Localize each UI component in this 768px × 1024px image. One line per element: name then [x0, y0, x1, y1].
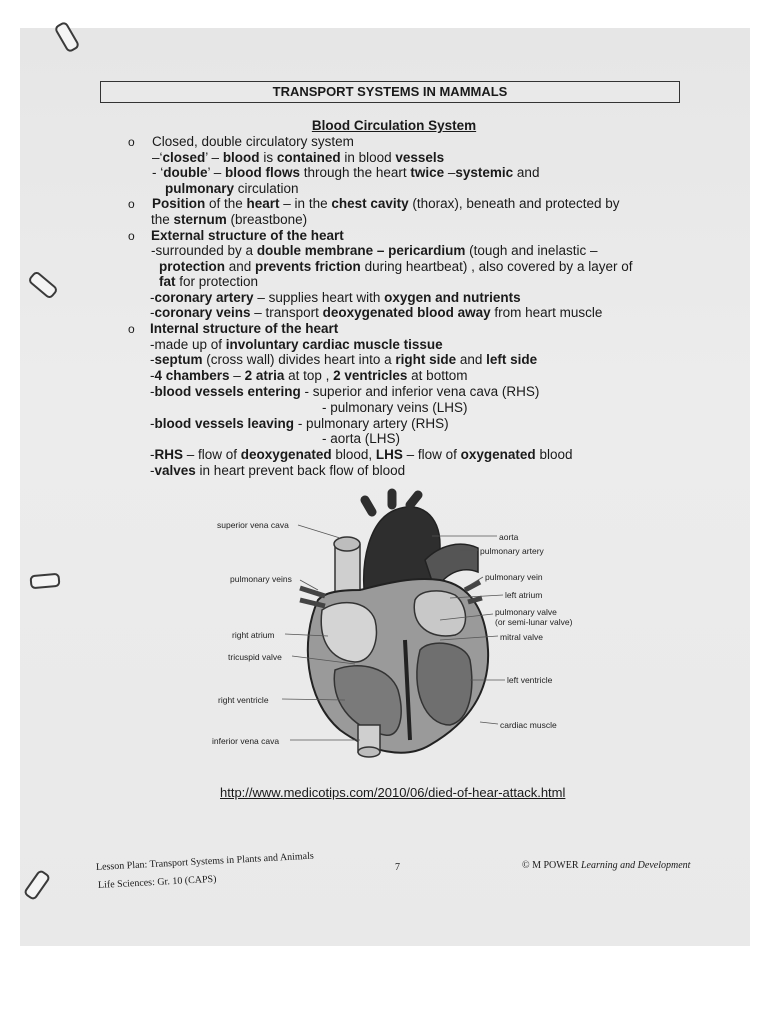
note-line: –‘closed’ – blood is contained in blood vessels [152, 150, 445, 165]
footer-grade: Life Sciences: Gr. 10 (CAPS) [97, 873, 217, 891]
note-line: -coronary veins – transport deoxygenated blood away from heart muscle [150, 305, 603, 320]
label-cardiac-muscle: cardiac muscle [500, 720, 557, 730]
note-line: - pulmonary veins (LHS) [322, 400, 468, 415]
bullet-marker: o [128, 197, 135, 211]
label-left-ventricle: left ventricle [507, 675, 553, 685]
note-line: -valves in heart prevent back flow of blood [150, 463, 406, 478]
label-semi-lunar-valve: (or semi-lunar valve) [495, 617, 573, 627]
label-right-atrium: right atrium [232, 630, 275, 640]
footer-lesson-plan: Lesson Plan: Transport Systems in Plants and Animals [95, 850, 315, 873]
label-pulmonary-vein: pulmonary vein [485, 572, 543, 582]
label-inferior-vena-cava: inferior vena cava [212, 736, 280, 746]
label-superior-vena-cava: superior vena cava [217, 520, 289, 530]
section-heading: Blood Circulation System [311, 118, 477, 133]
note-line: External structure of the heart [151, 228, 344, 243]
label-tricuspid-valve: tricuspid valve [228, 652, 282, 662]
note-line: -septum (cross wall) divides heart into a right side and left side [150, 352, 538, 367]
bullet-marker: o [128, 229, 135, 243]
note-line: pulmonary circulation [165, 181, 299, 196]
note-line: Position of the heart – in the chest cavity (thorax), beneath and protected by [152, 196, 620, 211]
note-line: - ‘double’ – blood flows through the heart twice –systemic and [152, 165, 540, 180]
note-line: Internal structure of the heart [150, 321, 339, 336]
note-line: Closed, double circulatory system [152, 134, 354, 149]
note-line: -4 chambers – 2 atria at top , 2 ventricles at bottom [150, 368, 468, 383]
note-line: -blood vessels leaving - pulmonary artery (RHS) [150, 416, 449, 431]
footer-copyright-italic: Learning and Development [581, 860, 691, 871]
note-line: -surrounded by a double membrane – pericardium (tough and inelastic – [151, 243, 598, 258]
note-line: protection and prevents friction during heartbeat) , also covered by a layer of [159, 259, 633, 274]
note-line: -blood vessels entering - superior and inferior vena cava (RHS) [150, 384, 540, 399]
note-line: fat for protection [159, 274, 259, 289]
note-line: the sternum (breastbone) [151, 212, 308, 227]
bullet-marker: o [128, 135, 135, 149]
page-title: TRANSPORT SYSTEMS IN MAMMALS [100, 81, 680, 103]
bullet-marker: o [128, 322, 135, 336]
note-line: -RHS – flow of deoxygenated blood, LHS – flow of oxygenated blood [150, 447, 573, 462]
footer-copyright-text: © M POWER [522, 860, 579, 871]
note-line: -coronary artery – supplies heart with oxygen and nutrients [150, 290, 521, 305]
footer-copyright [522, 860, 690, 871]
note-line: -made up of involuntary cardiac muscle tissue [150, 337, 443, 352]
label-aorta: aorta [499, 532, 519, 542]
label-left-atrium: left atrium [505, 590, 543, 600]
label-pulmonary-veins: pulmonary veins [230, 574, 292, 584]
label-right-ventricle: right ventricle [218, 695, 269, 705]
label-pulmonary-valve: pulmonary valve [495, 607, 557, 617]
footer-page-number: 7 [395, 862, 400, 873]
label-mitral-valve: mitral valve [500, 632, 543, 642]
note-line: - aorta (LHS) [322, 431, 401, 446]
label-pulmonary-artery: pulmonary artery [480, 546, 544, 556]
source-link[interactable]: http://www.medicotips.com/2010/06/died-of-hear-attack.html [220, 785, 566, 800]
